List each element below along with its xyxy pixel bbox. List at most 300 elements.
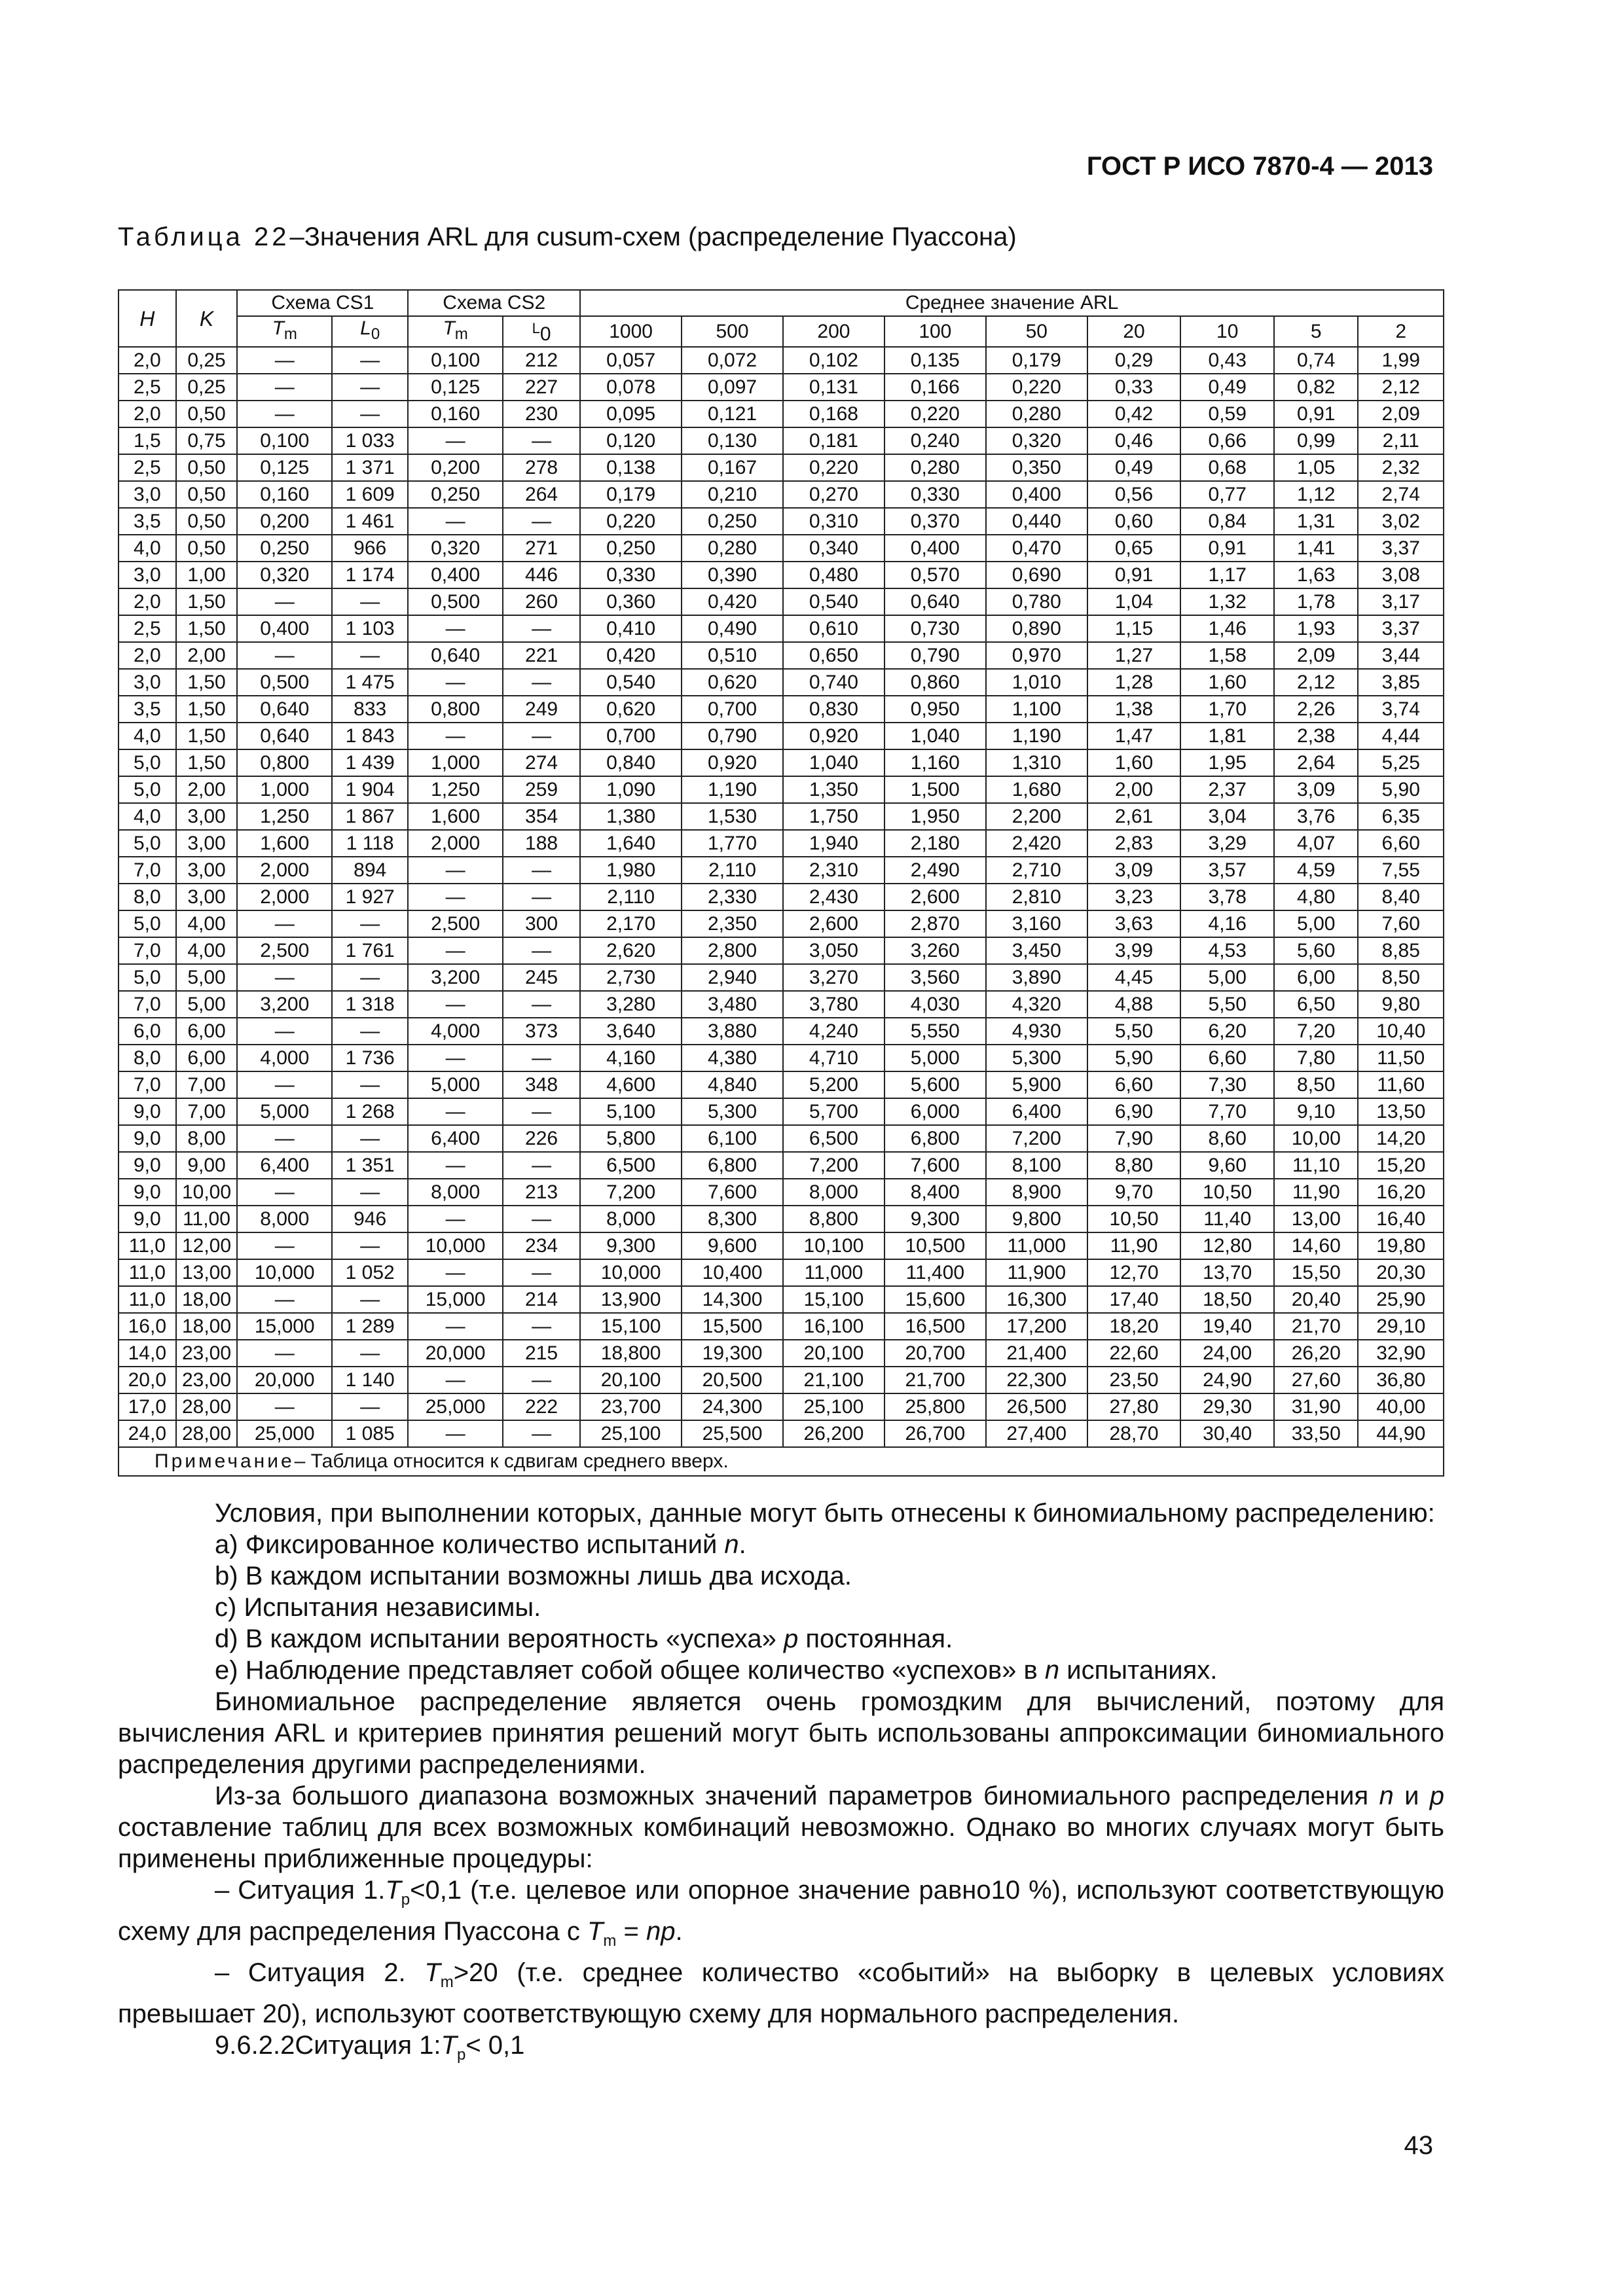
table-cell: 2,000 [237, 884, 332, 910]
table-cell: 32,90 [1358, 1340, 1444, 1367]
table-cell: 2,600 [783, 910, 884, 937]
table-cell: 4,00 [176, 910, 238, 937]
table-cell: 5,0 [119, 910, 176, 937]
table-cell: 1,27 [1087, 642, 1181, 669]
table-cell: — [237, 401, 332, 427]
table-cell: 0,59 [1180, 401, 1274, 427]
body-text [118, 1498, 1444, 2071]
table-cell: 16,0 [119, 1313, 176, 1340]
table-cell: 33,50 [1274, 1420, 1358, 1447]
table-row [119, 776, 1444, 803]
table-cell: — [408, 1420, 503, 1447]
table-cell: 0,470 [986, 535, 1087, 562]
table-cell: 0,280 [884, 454, 986, 481]
table-cell: 4,0 [119, 535, 176, 562]
table-note [119, 1447, 1444, 1476]
table-cell: 1 174 [332, 562, 408, 588]
table-cell: — [332, 374, 408, 401]
table-cell: 2,710 [986, 857, 1087, 884]
table-cell: 0,640 [237, 723, 332, 749]
table-cell: 0,33 [1087, 374, 1181, 401]
table-cell: 894 [332, 857, 408, 884]
table-cell: 2,800 [682, 937, 783, 964]
table-cell: 0,740 [783, 669, 884, 696]
table-cell: 5,25 [1358, 749, 1444, 776]
table-cell: 3,63 [1087, 910, 1181, 937]
table-cell: — [237, 347, 332, 374]
table-cell: 5,300 [682, 1098, 783, 1125]
table-cell: 6,400 [986, 1098, 1087, 1125]
table-cell: 11,0 [119, 1232, 176, 1259]
table-cell: 3,270 [783, 964, 884, 991]
col-k-header: K [176, 290, 238, 347]
sub-p: p [401, 1891, 410, 1909]
table-cell: 22,300 [986, 1367, 1087, 1393]
table-cell: 7,00 [176, 1098, 238, 1125]
table-cell: 8,000 [408, 1179, 503, 1206]
table-cell: 0,135 [884, 347, 986, 374]
table-cell: 22,60 [1087, 1340, 1181, 1367]
table-cell: 6,400 [408, 1125, 503, 1152]
table-cell: 833 [332, 696, 408, 723]
table-cell: 1 085 [332, 1420, 408, 1447]
list-tail: . [739, 1530, 746, 1559]
table-cell: 20,000 [408, 1340, 503, 1367]
table-cell: 6,0 [119, 1018, 176, 1045]
table-cell: 16,20 [1358, 1179, 1444, 1206]
table-cell: 17,40 [1087, 1286, 1181, 1313]
table-cell: 0,46 [1087, 427, 1181, 454]
table-cell: 3,260 [884, 937, 986, 964]
table-cell: 0,360 [580, 588, 682, 615]
table-cell: 1 867 [332, 803, 408, 830]
table-cell: 25,000 [408, 1393, 503, 1420]
table-cell: 2,37 [1180, 776, 1274, 803]
table-cell: 4,80 [1274, 884, 1358, 910]
table-cell: 10,000 [237, 1259, 332, 1286]
table-cell: 1,500 [884, 776, 986, 803]
table-cell: 0,250 [408, 481, 503, 508]
cs2-l0-header: $^L$0 [503, 316, 580, 347]
table-cell: 0,330 [884, 481, 986, 508]
table-row [119, 454, 1444, 481]
table-cell: 2,00 [1087, 776, 1181, 803]
table-cell: 0,49 [1087, 454, 1181, 481]
table-cell: 1 140 [332, 1367, 408, 1393]
list-marker: a) [215, 1530, 238, 1559]
sub-header-row [119, 316, 1444, 347]
table-cell: 4,16 [1180, 910, 1274, 937]
table-cell: 0,320 [408, 535, 503, 562]
table-cell: 0,350 [986, 454, 1087, 481]
table-cell: 24,90 [1180, 1367, 1274, 1393]
table-cell: 0,097 [682, 374, 783, 401]
table-cell: 2,620 [580, 937, 682, 964]
table-cell: 1,00 [176, 562, 238, 588]
table-row [119, 1393, 1444, 1420]
table-cell: 0,640 [237, 696, 332, 723]
table-cell: 226 [503, 1125, 580, 1152]
var-t: T [587, 1917, 604, 1946]
table-cell: 1,60 [1087, 749, 1181, 776]
table-cell: 0,160 [237, 481, 332, 508]
table-cell: 3,08 [1358, 562, 1444, 588]
table-cell: 1 318 [332, 991, 408, 1018]
table-cell: 9,0 [119, 1206, 176, 1232]
table-cell: 0,890 [986, 615, 1087, 642]
table-cell: 3,02 [1358, 508, 1444, 535]
situation-1-a: – Ситуация 1. [215, 1876, 386, 1905]
table-cell: 1,50 [176, 749, 238, 776]
table-cell: 6,90 [1087, 1098, 1181, 1125]
table-cell: 0,690 [986, 562, 1087, 588]
table-cell: — [332, 1393, 408, 1420]
table-cell: — [503, 723, 580, 749]
table-cell: 0,66 [1180, 427, 1274, 454]
table-row [119, 588, 1444, 615]
table-cell: — [503, 991, 580, 1018]
table-cell: 0,780 [986, 588, 1087, 615]
table-cell: 1 052 [332, 1259, 408, 1286]
table-cell: 20,100 [783, 1340, 884, 1367]
table-cell: 18,20 [1087, 1313, 1181, 1340]
table-cell: 2,430 [783, 884, 884, 910]
table-cell: 0,25 [176, 374, 238, 401]
table-row [119, 749, 1444, 776]
table-cell: 1,05 [1274, 454, 1358, 481]
table-cell: 0,179 [580, 481, 682, 508]
table-cell: — [237, 1018, 332, 1045]
table-cell: 15,100 [580, 1313, 682, 1340]
table-cell: 6,400 [237, 1152, 332, 1179]
table-cell: 27,400 [986, 1420, 1087, 1447]
table-cell: — [237, 642, 332, 669]
table-cell: 0,50 [176, 508, 238, 535]
table-cell: 4,930 [986, 1018, 1087, 1045]
table-cell: — [503, 1420, 580, 1447]
table-row [119, 1340, 1444, 1367]
table-cell: — [503, 615, 580, 642]
table-cell: 1,750 [783, 803, 884, 830]
table-cell: 16,100 [783, 1313, 884, 1340]
table-cell: 212 [503, 347, 580, 374]
table-cell: — [408, 991, 503, 1018]
table-cell: 9,0 [119, 1179, 176, 1206]
table-cell: 2,110 [580, 884, 682, 910]
table-cell: — [503, 669, 580, 696]
table-cell: 0,330 [580, 562, 682, 588]
table-cell: — [503, 427, 580, 454]
table-cell: 4,320 [986, 991, 1087, 1018]
table-cell: 0,100 [408, 347, 503, 374]
table-cell: 2,730 [580, 964, 682, 991]
table-cell: 3,37 [1358, 615, 1444, 642]
table-cell: 1,530 [682, 803, 783, 830]
table-cell: 230 [503, 401, 580, 427]
table-cell: 274 [503, 749, 580, 776]
table-cell: 10,50 [1180, 1179, 1274, 1206]
table-cell: 3,880 [682, 1018, 783, 1045]
table-cell: 4,59 [1274, 857, 1358, 884]
table-cell: 0,91 [1274, 401, 1358, 427]
table-row [119, 1179, 1444, 1206]
table-row [119, 857, 1444, 884]
table-cell: — [408, 937, 503, 964]
table-cell: 1 475 [332, 669, 408, 696]
table-cell: 23,00 [176, 1367, 238, 1393]
table-row [119, 508, 1444, 535]
table-cell: 2,870 [884, 910, 986, 937]
table-cell: — [332, 588, 408, 615]
table-cell: 1,000 [237, 776, 332, 803]
table-cell: 11,000 [783, 1259, 884, 1286]
table-cell: 0,220 [986, 374, 1087, 401]
table-row [119, 937, 1444, 964]
table-cell: 11,900 [986, 1259, 1087, 1286]
table-cell: — [237, 1232, 332, 1259]
table-cell: 0,700 [580, 723, 682, 749]
table-cell: 0,790 [682, 723, 783, 749]
table-cell: 10,40 [1358, 1018, 1444, 1045]
table-cell: 26,500 [986, 1393, 1087, 1420]
table-cell: 21,700 [884, 1367, 986, 1393]
list-tail: постоянная. [798, 1624, 953, 1653]
table-cell: 0,840 [580, 749, 682, 776]
table-cell: 4,07 [1274, 830, 1358, 857]
table-cell: 2,64 [1274, 749, 1358, 776]
table-cell: 11,90 [1274, 1179, 1358, 1206]
table-cell: 0,510 [682, 642, 783, 669]
cs2-tm-header: $T_m$ [408, 316, 503, 347]
table-cell: 2,600 [884, 884, 986, 910]
table-cell: 9,70 [1087, 1179, 1181, 1206]
table-cell: 0,131 [783, 374, 884, 401]
table-cell: 2,490 [884, 857, 986, 884]
table-cell: 29,30 [1180, 1393, 1274, 1420]
table-cell: 27,80 [1087, 1393, 1181, 1420]
table-cell: 0,370 [884, 508, 986, 535]
table-cell: — [237, 1286, 332, 1313]
table-cell: 1 439 [332, 749, 408, 776]
table-cell: 2,500 [408, 910, 503, 937]
table-cell: 2,5 [119, 374, 176, 401]
table-cell: 1,63 [1274, 562, 1358, 588]
table-cell: 0,400 [408, 562, 503, 588]
table-cell: 1 461 [332, 508, 408, 535]
table-cell: 215 [503, 1340, 580, 1367]
table-cell: 4,160 [580, 1045, 682, 1071]
table-cell: 3,780 [783, 991, 884, 1018]
arl-table-body [119, 347, 1444, 1447]
table-cell: 3,76 [1274, 803, 1358, 830]
table-row [119, 884, 1444, 910]
table-cell: 2,000 [408, 830, 503, 857]
table-cell: 4,380 [682, 1045, 783, 1071]
table-cell: 0,220 [580, 508, 682, 535]
table-cell: 2,74 [1358, 481, 1444, 508]
table-cell: 2,09 [1274, 642, 1358, 669]
table-cell: — [237, 1340, 332, 1367]
table-cell: 25,500 [682, 1420, 783, 1447]
table-cell: 9,10 [1274, 1098, 1358, 1125]
table-cell: 7,55 [1358, 857, 1444, 884]
table-cell: 15,20 [1358, 1152, 1444, 1179]
table-cell: 2,09 [1358, 401, 1444, 427]
table-cell: 3,450 [986, 937, 1087, 964]
table-cell: 3,280 [580, 991, 682, 1018]
table-cell: 2,0 [119, 588, 176, 615]
table-cell: 10,500 [884, 1232, 986, 1259]
situation-1-e: . [675, 1917, 683, 1946]
table-cell: 19,40 [1180, 1313, 1274, 1340]
table-cell: 10,000 [580, 1259, 682, 1286]
table-cell: 11,60 [1358, 1071, 1444, 1098]
table-cell: 0,400 [237, 615, 332, 642]
table-cell: 30,40 [1180, 1420, 1274, 1447]
table-cell: 1,640 [580, 830, 682, 857]
col-h-header: H [119, 290, 176, 347]
sub-m: m [440, 1973, 454, 1991]
table-cell: 3,09 [1087, 857, 1181, 884]
table-cell: — [332, 1018, 408, 1045]
table-cell: 1,81 [1180, 723, 1274, 749]
table-cell: 6,00 [176, 1045, 238, 1071]
table-cell: 9,80 [1358, 991, 1444, 1018]
table-cell: 0,400 [986, 481, 1087, 508]
table-cell: — [237, 374, 332, 401]
table-cell: 3,5 [119, 696, 176, 723]
table-cell: 1,95 [1180, 749, 1274, 776]
table-cell: 0,620 [682, 669, 783, 696]
note-text: – Таблица относится к сдвигам среднего вверх. [294, 1450, 729, 1472]
table-cell: 260 [503, 588, 580, 615]
table-cell: 21,100 [783, 1367, 884, 1393]
table-cell: 4,240 [783, 1018, 884, 1045]
table-cell: 249 [503, 696, 580, 723]
table-cell: 0,29 [1087, 347, 1181, 374]
table-cell: 0,420 [682, 588, 783, 615]
table-cell: 0,057 [580, 347, 682, 374]
paragraph-range [118, 1780, 1444, 1874]
table-row [119, 1259, 1444, 1286]
table-cell: — [408, 615, 503, 642]
arl-col-header: 20 [1087, 316, 1181, 347]
table-cell: 0,250 [580, 535, 682, 562]
table-cell: 1,28 [1087, 669, 1181, 696]
table-cell: 13,900 [580, 1286, 682, 1313]
table-cell: 4,00 [176, 937, 238, 964]
table-cell: 1,190 [682, 776, 783, 803]
table-cell: 4,45 [1087, 964, 1181, 991]
table-cell: 0,440 [986, 508, 1087, 535]
table-cell: 0,77 [1180, 481, 1274, 508]
list-item [118, 1529, 1444, 1560]
table-cell: 2,38 [1274, 723, 1358, 749]
table-cell: 0,950 [884, 696, 986, 723]
table-cell: — [332, 1071, 408, 1098]
table-cell: 1,100 [986, 696, 1087, 723]
sub-p: p [456, 2046, 466, 2064]
table-cell: 1 118 [332, 830, 408, 857]
range-text-a: Из-за большого диапазона возможных значений параметров биномиального распределения [215, 1782, 1379, 1810]
table-cell: 1,010 [986, 669, 1087, 696]
table-cell: 373 [503, 1018, 580, 1045]
table-cell: 2,32 [1358, 454, 1444, 481]
list-marker: b) [215, 1562, 238, 1590]
paragraph-binomial: Биномиальное распределение является очень громоздким для вычислений, поэтому для вычисления ARL и критериев принятия решений могут быть использованы аппроксимации биномиального распределения другими распределениями. [118, 1687, 1444, 1779]
table-cell: 2,12 [1358, 374, 1444, 401]
table-cell: 8,0 [119, 1045, 176, 1071]
arl-col-header: 50 [986, 316, 1087, 347]
list-var: p [783, 1624, 799, 1653]
table-cell: 6,00 [176, 1018, 238, 1045]
table-cell: 6,800 [884, 1125, 986, 1152]
table-cell: 2,83 [1087, 830, 1181, 857]
table-cell: 3,04 [1180, 803, 1274, 830]
table-row [119, 535, 1444, 562]
table-row [119, 1420, 1444, 1447]
table-cell: 15,100 [783, 1286, 884, 1313]
table-cell: 4,710 [783, 1045, 884, 1071]
table-cell: 0,220 [884, 401, 986, 427]
table-cell: — [408, 1206, 503, 1232]
table-cell: 1,190 [986, 723, 1087, 749]
table-cell: 3,00 [176, 884, 238, 910]
table-cell: 6,500 [783, 1125, 884, 1152]
table-cell: 5,60 [1274, 937, 1358, 964]
table-row [119, 991, 1444, 1018]
table-cell: 19,300 [682, 1340, 783, 1367]
table-cell: 8,800 [783, 1206, 884, 1232]
table-cell: 4,0 [119, 803, 176, 830]
table-cell: 2,330 [682, 884, 783, 910]
arl-col-header: 5 [1274, 316, 1358, 347]
table-cell: 213 [503, 1179, 580, 1206]
table-cell: — [237, 588, 332, 615]
situation-1 [118, 1874, 1444, 1957]
table-cell: 8,900 [986, 1179, 1087, 1206]
table-cell: 26,200 [783, 1420, 884, 1447]
table-row [119, 347, 1444, 374]
arl-col-header: 10 [1180, 316, 1274, 347]
table-cell: 10,00 [176, 1179, 238, 1206]
table-cell: 0,91 [1087, 562, 1181, 588]
table-cell: 7,600 [682, 1179, 783, 1206]
table-cell: 5,700 [783, 1098, 884, 1125]
table-cell: 1,12 [1274, 481, 1358, 508]
table-cell: 6,100 [682, 1125, 783, 1152]
table-cell: 4,44 [1358, 723, 1444, 749]
table-cell: 8,00 [176, 1125, 238, 1152]
table-cell: 0,800 [408, 696, 503, 723]
table-cell: 25,100 [783, 1393, 884, 1420]
table-cell: 0,99 [1274, 427, 1358, 454]
list-tail: испытаниях. [1059, 1656, 1218, 1685]
table-cell: 5,0 [119, 830, 176, 857]
table-row [119, 1125, 1444, 1152]
cs2-header: Схема CS2 [408, 290, 580, 316]
table-cell: 5,00 [1274, 910, 1358, 937]
table-cell: 1,950 [884, 803, 986, 830]
table-cell: 14,20 [1358, 1125, 1444, 1152]
table-cell: 0,50 [176, 535, 238, 562]
table-cell: — [332, 964, 408, 991]
list-item [118, 1560, 1444, 1592]
table-cell: 2,61 [1087, 803, 1181, 830]
table-cell: 1 351 [332, 1152, 408, 1179]
table-cell: 446 [503, 562, 580, 588]
table-cell: — [503, 1313, 580, 1340]
